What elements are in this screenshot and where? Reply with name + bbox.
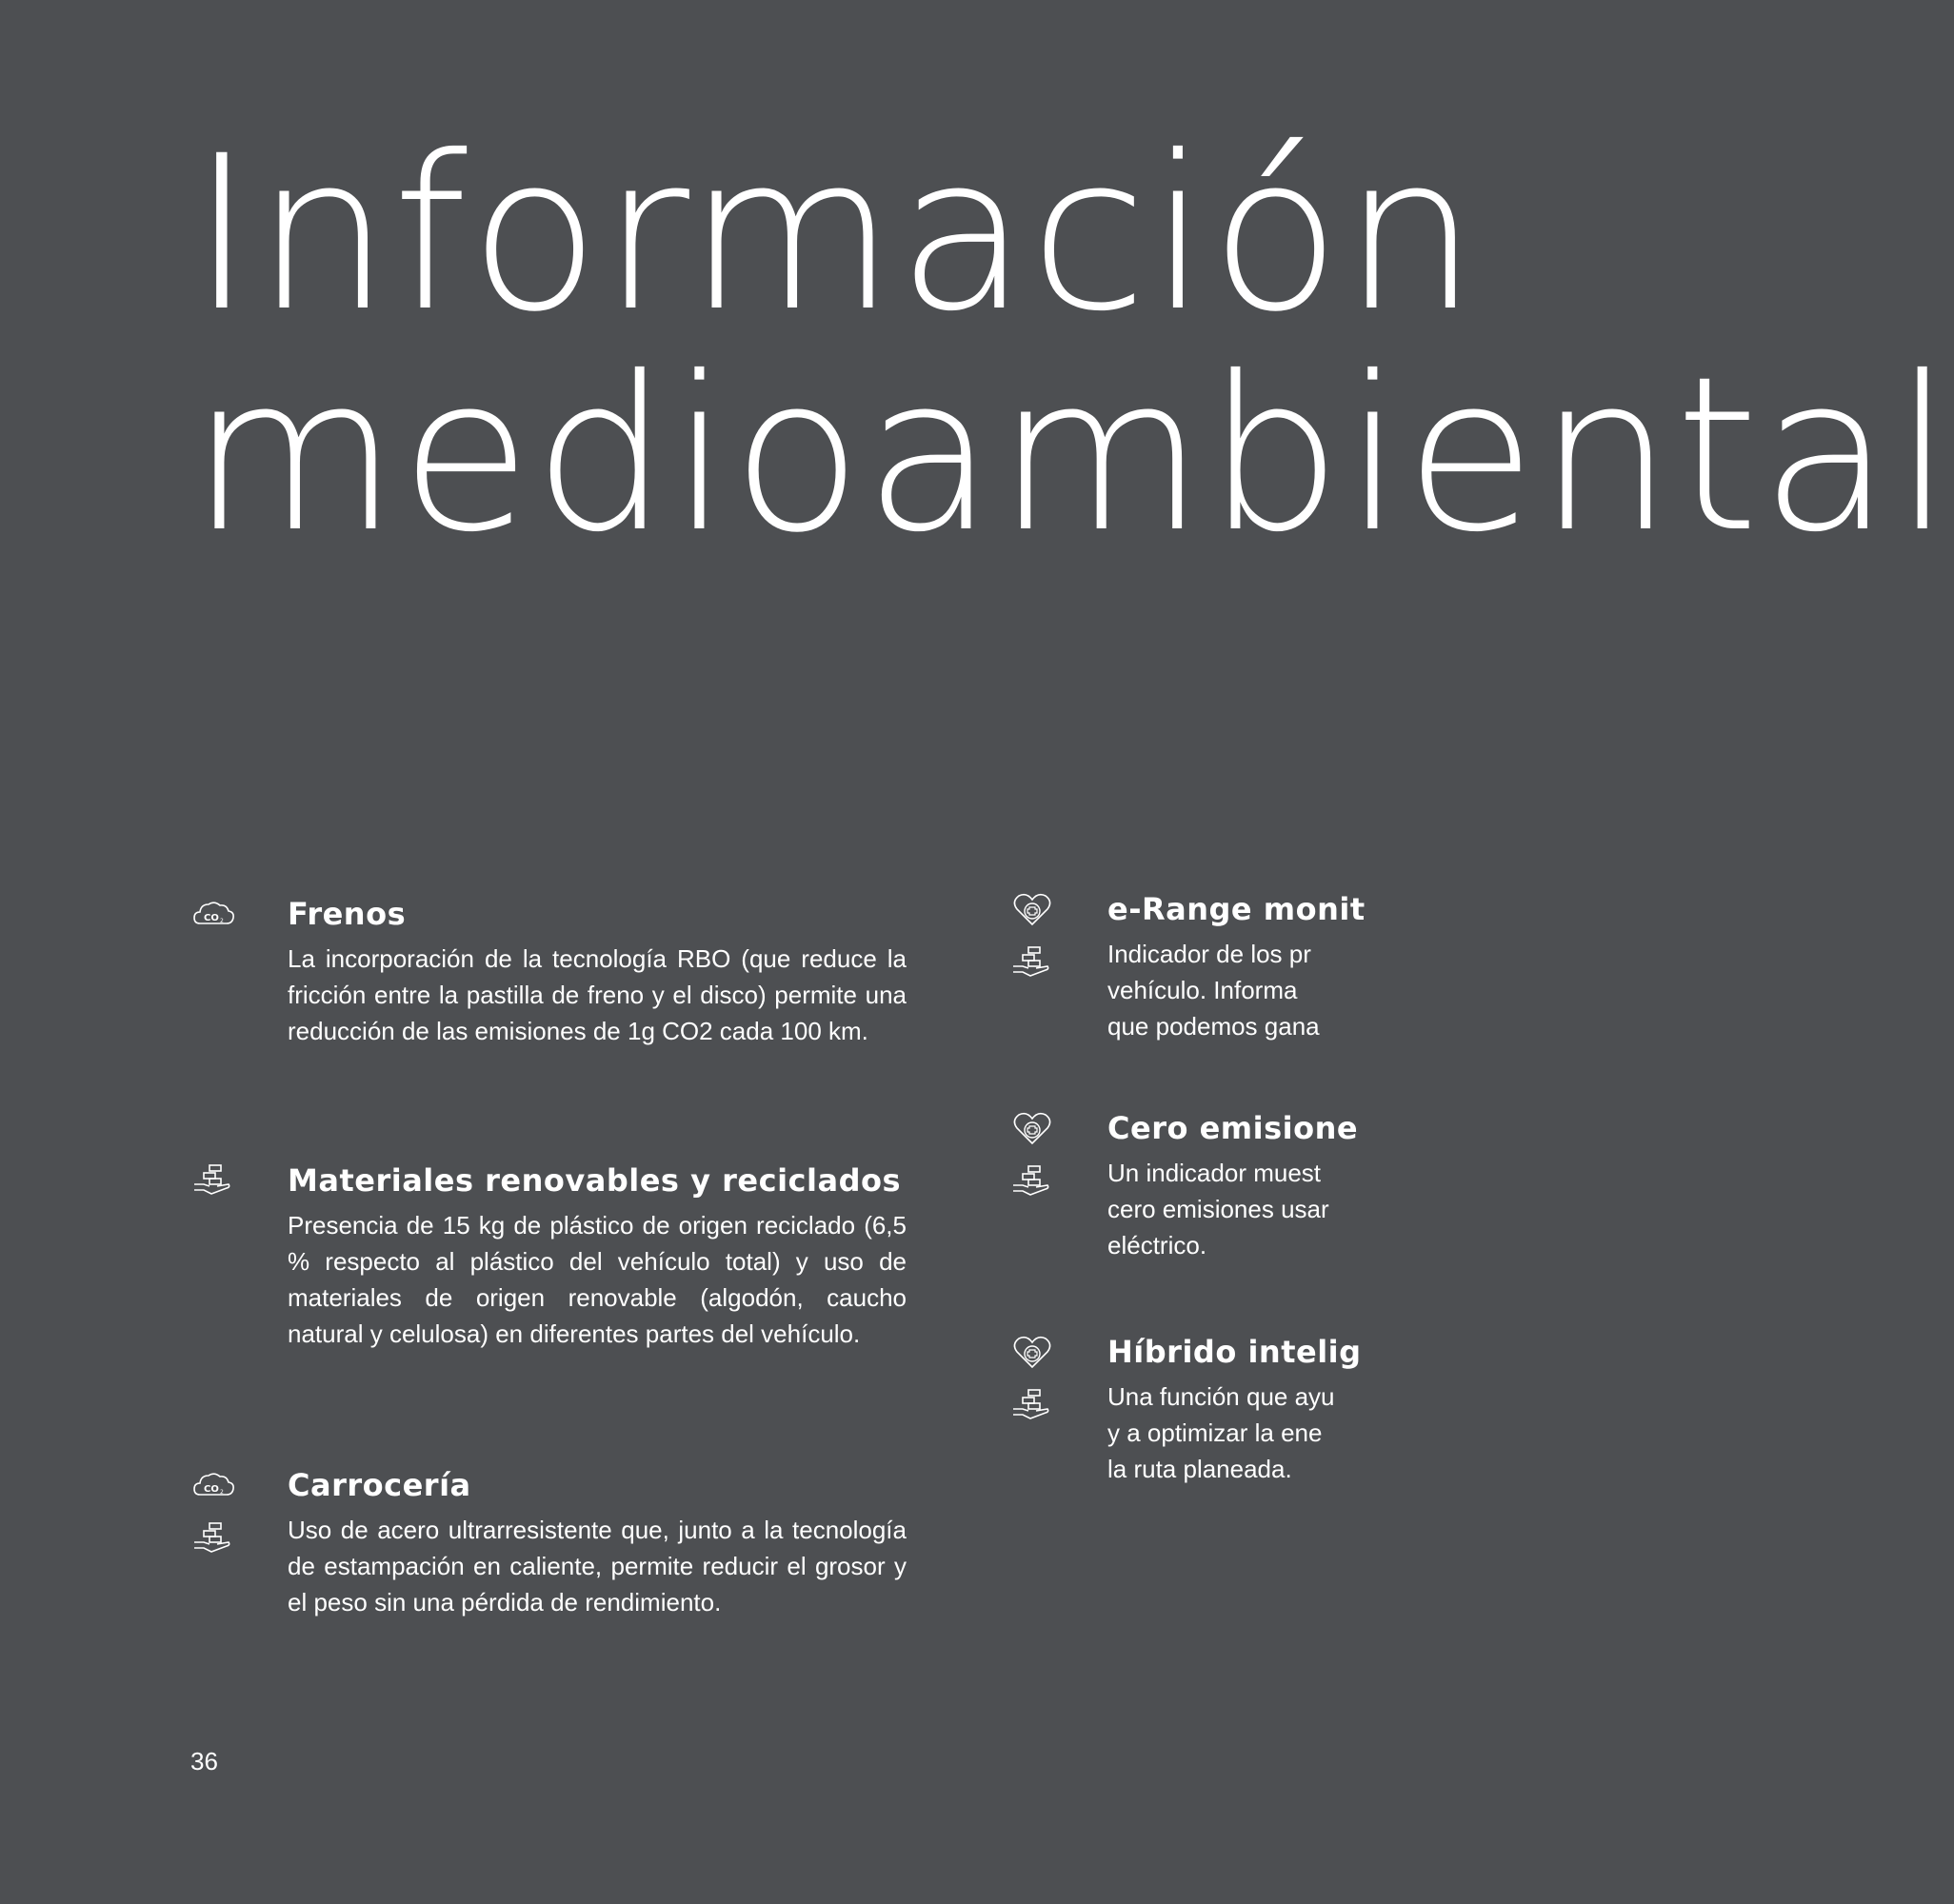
section-heading: Cero emisione: [1107, 1110, 1359, 1146]
co2-cloud-icon: [190, 1466, 236, 1504]
section-content: [1107, 890, 1641, 1044]
section-heading: Materiales renovables y reciclados: [288, 1162, 901, 1199]
heart-plus-icon: [1009, 1109, 1055, 1147]
recycle-hand-icon: [1009, 1162, 1055, 1200]
section-text: [1107, 1155, 1641, 1263]
svg-text:2: 2: [220, 918, 224, 924]
section-heading: Carrocería: [288, 1467, 471, 1503]
text-line: Un indicador muest: [1107, 1159, 1321, 1187]
section-icons: [1009, 890, 1067, 997]
text-line: y a optimizar la ene: [1107, 1418, 1323, 1447]
page-number: 36: [190, 1747, 218, 1775]
text-line: Indicador de los pr: [1107, 940, 1311, 968]
co2-cloud-icon: [190, 895, 236, 933]
section-icons: [190, 1466, 248, 1573]
section-content: [288, 1466, 907, 1620]
section-icons: [190, 895, 248, 948]
section-text: Uso de acero ultrarresistente que, junto a la tecnología de estampación en caliente, permite reducir el grosor y el peso sin una pérdida de rendimiento.: [288, 1516, 907, 1616]
section-content: [288, 1161, 907, 1352]
title-line-1: Información: [190, 109, 1480, 358]
heart-plus-icon: [1009, 890, 1055, 928]
text-line: vehículo. Informa: [1107, 976, 1298, 1004]
heart-plus-icon: [1009, 1333, 1055, 1371]
section-content: [1107, 1109, 1641, 1263]
section-text: La incorporación de la tecnología RBO (que reduce la fricción entre la pastilla de freno y el disco) permite una reducción de las emisiones de 1g CO2 cada 100 km.: [288, 944, 907, 1045]
section-icons: [190, 1161, 248, 1215]
section-heading: Híbrido intelig: [1107, 1334, 1362, 1370]
recycle-hand-icon: [1009, 1386, 1055, 1424]
svg-text:2: 2: [220, 1489, 224, 1496]
section-heading: e-Range monit: [1107, 891, 1366, 927]
page-title: [190, 109, 1954, 579]
section-content: [288, 895, 907, 1049]
section-content: [1107, 1333, 1641, 1487]
svg-text:CO: CO: [204, 1484, 219, 1495]
text-line: eléctrico.: [1107, 1231, 1207, 1259]
svg-text:CO: CO: [204, 913, 219, 923]
section-text: Presencia de 15 kg de plástico de origen reciclado (6,5 % respecto al plástico del vehículo total) y uso de materiales de origen renovable (algodón, caucho natural y celulosa) en diferentes partes del vehículo.: [288, 1211, 907, 1348]
recycle-hand-icon: [1009, 943, 1055, 982]
title-line-2: medioambiental: [190, 330, 1954, 579]
section-text: [1107, 1378, 1641, 1487]
recycle-hand-icon: [190, 1519, 236, 1557]
section-icons: [1009, 1109, 1067, 1216]
section-icons: [1009, 1333, 1067, 1439]
recycle-hand-icon: [190, 1161, 236, 1200]
text-line: Una función que ayu: [1107, 1382, 1335, 1411]
section-text: [1107, 936, 1641, 1044]
text-line: cero emisiones usar: [1107, 1195, 1329, 1223]
text-line: la ruta planeada.: [1107, 1455, 1292, 1483]
text-line: que podemos gana: [1107, 1012, 1320, 1041]
section-heading: Frenos: [288, 896, 407, 932]
